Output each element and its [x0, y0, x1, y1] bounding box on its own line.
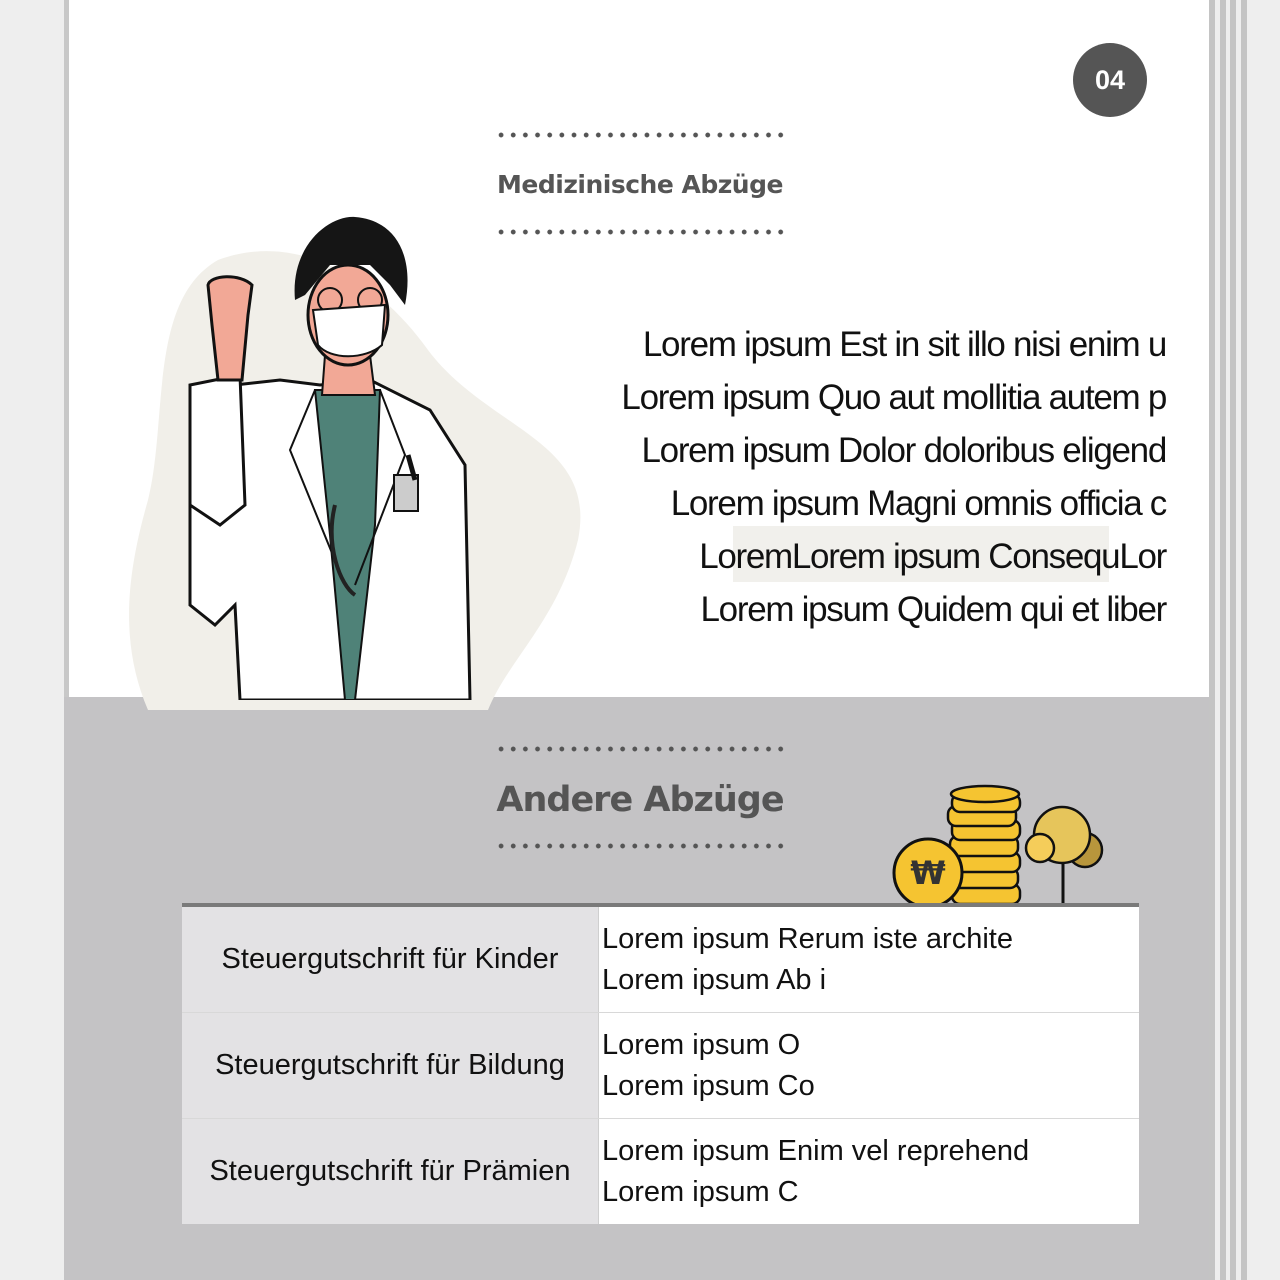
dotted-divider: [495, 843, 787, 849]
coin-stack-tree-icon: [890, 780, 1110, 908]
row-value-line: Lorem ipsum O: [602, 1028, 801, 1061]
row-value: [599, 907, 1139, 1012]
description-line: Lorem ipsum Est in sit illo nisi enim u: [642, 325, 1166, 364]
description-line: Lorem ipsum Quo aut mollitia autem p: [621, 378, 1166, 417]
row-value: [599, 1119, 1139, 1224]
table-row: [182, 1013, 1139, 1119]
table-row: [182, 1119, 1139, 1224]
right-margin: [1247, 0, 1280, 1280]
description-line: Lorem ipsum Quidem qui et liber: [700, 590, 1166, 629]
svg-text:₩: ₩: [910, 854, 946, 892]
dotted-divider: [495, 746, 787, 752]
edge-stripe: [1220, 0, 1226, 1280]
dotted-divider: [495, 229, 787, 235]
medical-section-title: Medizinische Abzüge: [497, 170, 783, 199]
row-value: [599, 1013, 1139, 1118]
description-line: Lorem ipsum Dolor doloribus eligend: [641, 431, 1166, 470]
edge-stripe: [1209, 0, 1215, 1280]
row-value-line: Lorem ipsum Rerum iste archite: [602, 922, 1013, 955]
row-value-line: Lorem ipsum Ab i: [602, 963, 827, 996]
medical-description: [621, 318, 1166, 636]
row-label: Steuergutschrift für Kinder: [182, 907, 599, 1012]
row-value-line: Lorem ipsum Enim vel reprehend: [602, 1134, 1030, 1167]
row-value-line: Lorem ipsum C: [602, 1175, 799, 1208]
other-section-title: Andere Abzüge: [496, 780, 784, 820]
description-line: LoremLorem ipsum ConsequLor: [699, 537, 1166, 576]
row-label: Steuergutschrift für Prämien: [182, 1119, 599, 1224]
description-line: Lorem ipsum Magni omnis officia c: [670, 484, 1166, 523]
table-row: [182, 907, 1139, 1013]
edge-stripe: [1230, 0, 1236, 1280]
page-number-badge: 04: [1073, 43, 1147, 117]
dotted-divider: [495, 132, 787, 138]
row-value-line: Lorem ipsum Co: [602, 1069, 815, 1102]
tax-credit-table: [182, 903, 1139, 1224]
row-label: Steuergutschrift für Bildung: [182, 1013, 599, 1118]
doctor-illustration: [130, 205, 530, 700]
